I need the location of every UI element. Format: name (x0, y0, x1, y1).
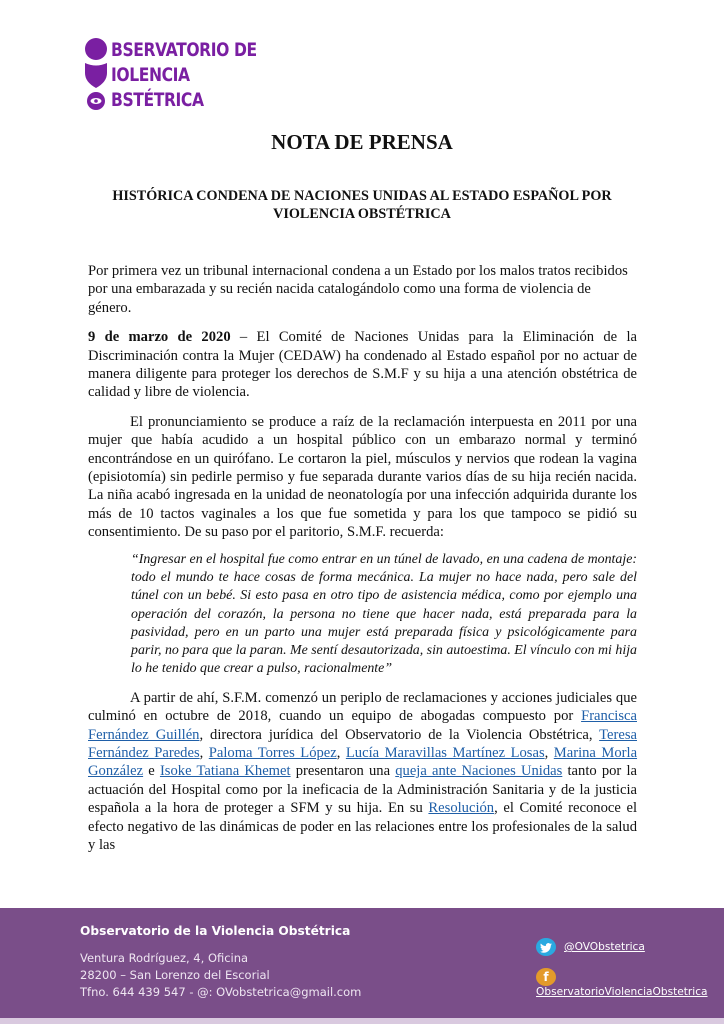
text-segment: presentaron una (290, 763, 396, 780)
text-segment: , (199, 744, 209, 761)
address-line-2: 28200 – San Lorenzo del Escorial (80, 968, 270, 982)
text-segment: A partir de ahí, S.F.M. comenzó un periplo de reclamaciones y acciones judiciales que culminó en octubre de 2018, cuando un equipo de abogadas compuesto por (88, 689, 637, 725)
facebook-icon: f (536, 968, 556, 986)
link-lucia-maravillas-martinez-losas[interactable]: Lucía Maravillas Martínez Losas (345, 744, 545, 761)
dateline-paragraph (88, 328, 637, 402)
link-francisca-fernandez-guillen[interactable]: Francisca Fernández Guillén (88, 708, 637, 743)
dateline-text: – El Comité de Naciones Unidas para la Eliminación de la Discriminación contra la Mujer (CEDAW) ha condenado al Estado español por no actuar de manera diligente para proteger los derechos de S.M.F y su hija a una atención obstétrica de calidad y libre de violencia. (88, 329, 637, 401)
text-segment: , (336, 744, 346, 761)
logo-figure-icon (84, 38, 112, 114)
footer-org-name: Observatorio de la Violencia Obstétrica (80, 924, 351, 938)
lead-paragraph: Por primera vez un tribunal internacional condena a un Estado por los malos tratos recibidos por una embarazada y su recién nacida catalogándolo como una forma de violencia de género. (88, 263, 628, 316)
footer (0, 908, 724, 1018)
twitter-icon (536, 938, 556, 956)
footer-address (80, 950, 361, 1001)
link-paloma-torres-lopez[interactable]: Paloma Torres López (208, 744, 337, 761)
link-queja-naciones-unidas[interactable]: queja ante Naciones Unidas (395, 763, 563, 780)
date-label: 9 de marzo de 2020 (88, 329, 231, 346)
logo-line-1: BSERVATORIO DE (111, 39, 257, 61)
text-segment: , el Comité reconoce el efecto negativo de las dinámicas de poder en las relaciones entre los profesionales de la salud y las (88, 800, 638, 854)
link-isoke-tatiana-khemet[interactable]: Isoke Tatiana Khemet (159, 763, 291, 780)
contact-line: Tfno. 644 439 547 - @: OVobstetrica@gmail.com (80, 985, 362, 999)
page-title: NOTA DE PRENSA (271, 130, 453, 154)
link-marina-morla-gonzalez[interactable]: Marina Morla González (88, 744, 638, 780)
logo-line-3: BSTÉTRICA (111, 89, 204, 111)
address-line-1: Ventura Rodríguez, 4, Oficina (80, 951, 249, 965)
facebook-link-row (536, 968, 724, 998)
text-segment: , directora jurídica del Observatorio de la Violencia Obstétrica, (199, 726, 600, 743)
headline: HISTÓRICA CONDENA DE NACIONES UNIDAS AL ESTADO ESPAÑOL POR VIOLENCIA OBSTÉTRICA (112, 188, 612, 222)
logo-text (111, 38, 257, 113)
link-resolucion[interactable]: Resolución (428, 800, 495, 817)
paragraph-3 (88, 689, 637, 855)
twitter-link[interactable]: @OVObstetrica (564, 941, 645, 953)
paragraph-2: El pronunciamiento se produce a raíz de la reclamación interpuesta en 2011 por una mujer que había acudido a un hospital público con un embarazo normal y terminó encontrándose en un quirófano. Le cortaron la piel, músculos y nervios que rodean la vagina (episiotomía) sin pedirle permiso y fue separada durante varios días de su hija recién nacida. La niña acabó ingresada en la unidad de neonatología por una infección adquirida durante los más de 10 tactos vaginales a los que fue sometida y para los que tampoco se pidió su consentimiento. De su paso por el paritorio, S.M.F. recuerda: (88, 413, 637, 541)
text-segment: tanto por la actuación del Hospital como por la ineficacia de la Administración Sanitaria y de la justicia española a la hora de proteger a SFM y su hija. En su (88, 763, 637, 817)
text-segment: , (544, 744, 554, 761)
footer-bottom-strip (0, 1018, 724, 1024)
facebook-link[interactable]: ObservatorioViolenciaObstetrica (536, 986, 708, 998)
logo (84, 38, 284, 114)
twitter-link-row (536, 938, 645, 956)
text-segment: e (143, 763, 160, 780)
link-teresa-fernandez-paredes[interactable]: Teresa Fernández Paredes (88, 726, 638, 761)
logo-line-2: IOLENCIA (111, 64, 190, 86)
testimony-quote: “Ingresar en el hospital fue como entrar en un túnel de lavado, en una cadena de montaje: todo el mundo te hace cosas de forma mecánica. La mujer no hace nada, pero sale del túnel con un bebé. Si esto pasa en otro tipo de asistencia médica, como por ejemplo una operación del corazón, la persona no tiene que hacer nada, está preparada para la pasividad, pero en un parto una mujer está preparada física y psicológicamente para parir, no para que la paran. Me sentí desautorizada, sin autoestima. El vínculo con mi hija lo he tenido que crear a pulso, racionalmente” (131, 551, 638, 677)
article-body (88, 262, 637, 854)
